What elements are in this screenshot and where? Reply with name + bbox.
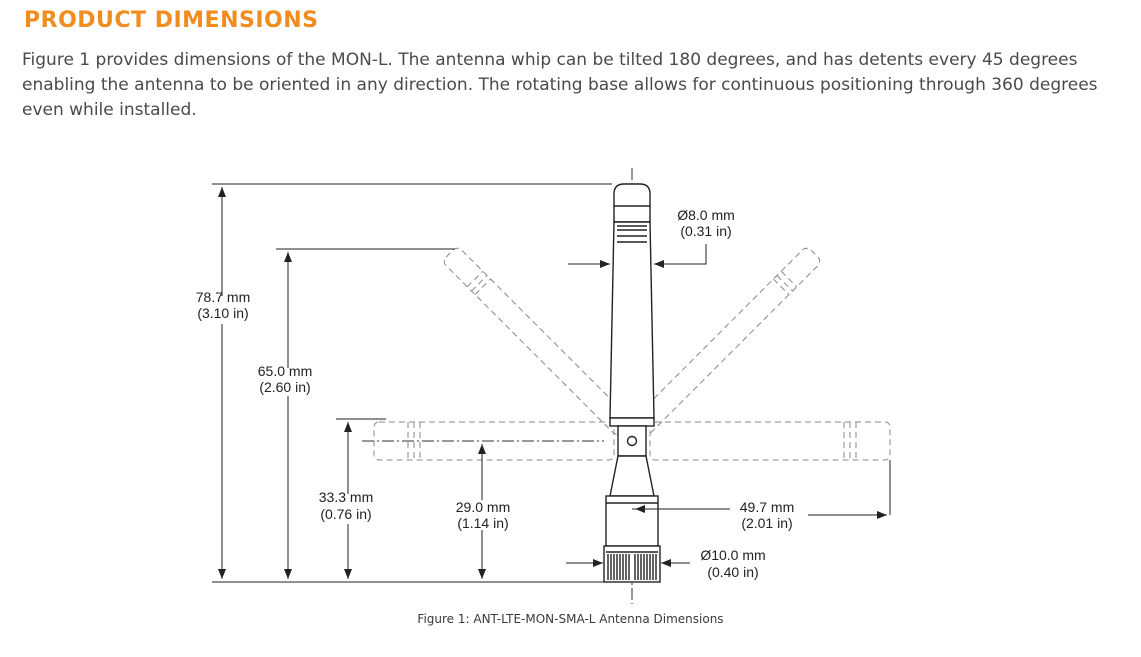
horizontal-height-mm: 33.3 mm xyxy=(318,489,374,505)
whip-diameter-in: (0.31 in) xyxy=(680,223,732,239)
center-lines xyxy=(362,168,632,604)
horizontal-height-in: (0.76 in) xyxy=(320,506,372,522)
ghost-whip-right-horizontal xyxy=(650,422,890,460)
whip-diameter-leader xyxy=(654,244,706,264)
overall-height-mm: 78.7 mm xyxy=(195,289,251,305)
base-height-in: (1.14 in) xyxy=(457,515,509,531)
antenna-body xyxy=(604,184,660,582)
horizontal-reach-in: (2.01 in) xyxy=(741,515,793,531)
figure-caption: Figure 1: ANT-LTE-MON-SMA-L Antenna Dimensions xyxy=(417,612,724,626)
base-diameter-in: (0.40 in) xyxy=(707,564,759,580)
ghost-whip-left-45 xyxy=(442,246,633,437)
overall-height-in: (3.10 in) xyxy=(197,305,249,321)
base-diameter-mm: Ø10.0 mm xyxy=(700,547,766,563)
tilted-height-in: (2.60 in) xyxy=(259,379,311,395)
section-paragraph: Figure 1 provides dimensions of the MON-L. The antenna whip can be tilted 180 degrees, and has detents every 45 degrees enabling the antenna to be oriented in any direction. The rotating base allows for continuous positioning through 360 degrees even while installed. xyxy=(22,50,1098,120)
section-title: PRODUCT DIMENSIONS xyxy=(24,8,319,33)
ghost-whip-right-45 xyxy=(631,246,822,437)
base-height-mm: 29.0 mm xyxy=(455,499,511,515)
tilted-height-mm: 65.0 mm xyxy=(257,363,313,379)
whip-diameter-mm: Ø8.0 mm xyxy=(677,207,735,223)
horizontal-reach-mm: 49.7 mm xyxy=(739,499,795,515)
